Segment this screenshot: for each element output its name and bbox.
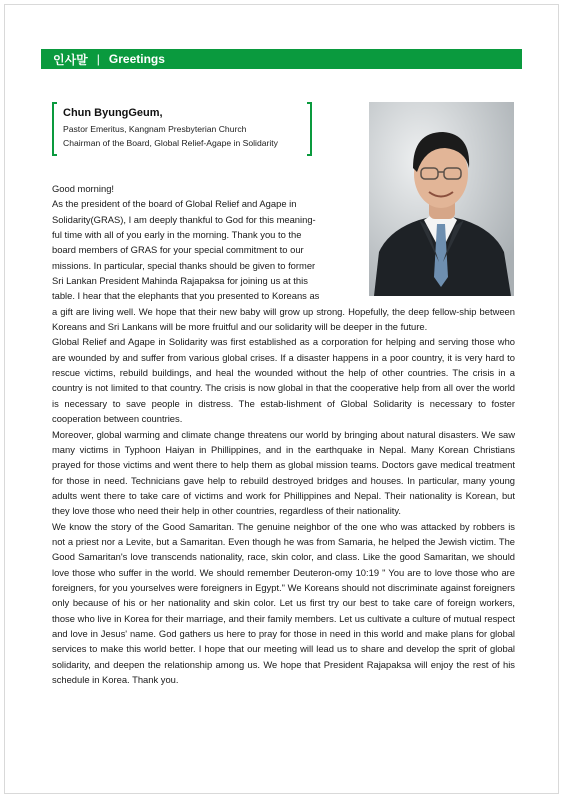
intro-line: As the president of the board of Global Relief and Agape in <box>52 198 297 210</box>
intro-line: Solidarity(GRAS), I am deeply thankful to God for this meaning- <box>52 213 316 225</box>
author-name: Chun ByungGeum, <box>63 107 163 119</box>
intro-line: board members of GRAS for your special commitment to our <box>52 244 304 256</box>
author-info-box <box>52 102 312 157</box>
left-bracket-decoration <box>52 102 57 156</box>
intro-line: table. I hear that the elephants that you presented to Koreans as <box>52 290 320 302</box>
intro-line: missions. In particular, special thanks should be given to former <box>52 259 316 271</box>
right-bracket-decoration <box>307 102 312 156</box>
greeting-line: Good morning! <box>52 183 115 194</box>
header-separator: | <box>96 52 100 66</box>
intro-continuation-paragraph: a gift are living well. We hope that their new baby will grow up strong. Hopefully, the deep fellow-ship between Koreans and Sri Lankans will be more fruitful and our solidarity will be deeper in the future. <box>52 305 515 333</box>
author-title-line-2: Chairman of the Board, Global Relief-Agape in Solidarity <box>63 138 278 148</box>
section-header-bar <box>41 49 522 69</box>
intro-line: Sri Lankan President Mahinda Rajapaksa for joining us at this <box>52 275 308 287</box>
author-title-line-1: Pastor Emeritus, Kangnam Presbyterian Church <box>63 124 247 134</box>
body-paragraph: Global Relief and Agape in Solidarity was first established as a corporation for helping and serving those who are wounded by and suffer from various global crises. If a disaster happens in a poor country, it is very hard to rescue victims, rebuild buildings, and heal the wounded without the help of other countries. The crisis in a country is not limited to that country. The crisis is now global in that the cooperative help from all over the world is necessary to save people in distress. The estab-lishment of Global Solidarity is necessary to foster cooperation between countries. <box>52 336 515 425</box>
body-paragraph: Moreover, global warming and climate change threatens our world by bringing about natural disasters. We saw many victims in Typhoon Haiyan in Phillippines, and in the earthquake in Nepal. Many Korean Christians prayed for those victims and went there to help them as global mission teams. Doctors gave medical treatment for those in need. Technicians gave help to rebuild destroyed bridges and houses. In particular, many young adults went there to take care of victims and work for Phillippines and Nepal. Their nationality is Korean, but they love those who need their help in other countries, regardless of their nationality. <box>52 428 515 517</box>
intro-line: ful time with all of you early in the morning. Thank you to the <box>52 229 302 241</box>
header-english-title: Greetings <box>108 52 165 66</box>
letter-body <box>52 181 515 687</box>
header-korean-title: 인사말 <box>53 52 88 67</box>
body-paragraph: We know the story of the Good Samaritan. The genuine neighbor of the one who was attacked by robbers is not a priest nor a Levite, but a Samaritan. Even though he was from Samaria, he helped the Jewish victim. The Good Samaritan's love transcends nationality, race, skin color, and class. Like the good Samaritan, we should love those who suffer in the world. We should remember Deuteron-omy 10:19 " You are to love those who are foreigners, for you yourselves were foreigners in Egypt." We Koreans should not discriminate against foreigners only because of his or her nationality and skin color. Let us first try our best to take care of foreign workers, those who live in Korea for their marriage, and their family members. Let us cultivate a culture of mutual respect and love in Jesus' name. God gathers us here to pray for those in need in this world and make plans for global services to make this world better. I hope that our meeting will lead us to share and develop the sprit of global solidarity, and deepen the relationship among us. We hope that President Rajapaksa will enjoy the rest of his schedule in Korea. Thank you. <box>52 520 515 685</box>
